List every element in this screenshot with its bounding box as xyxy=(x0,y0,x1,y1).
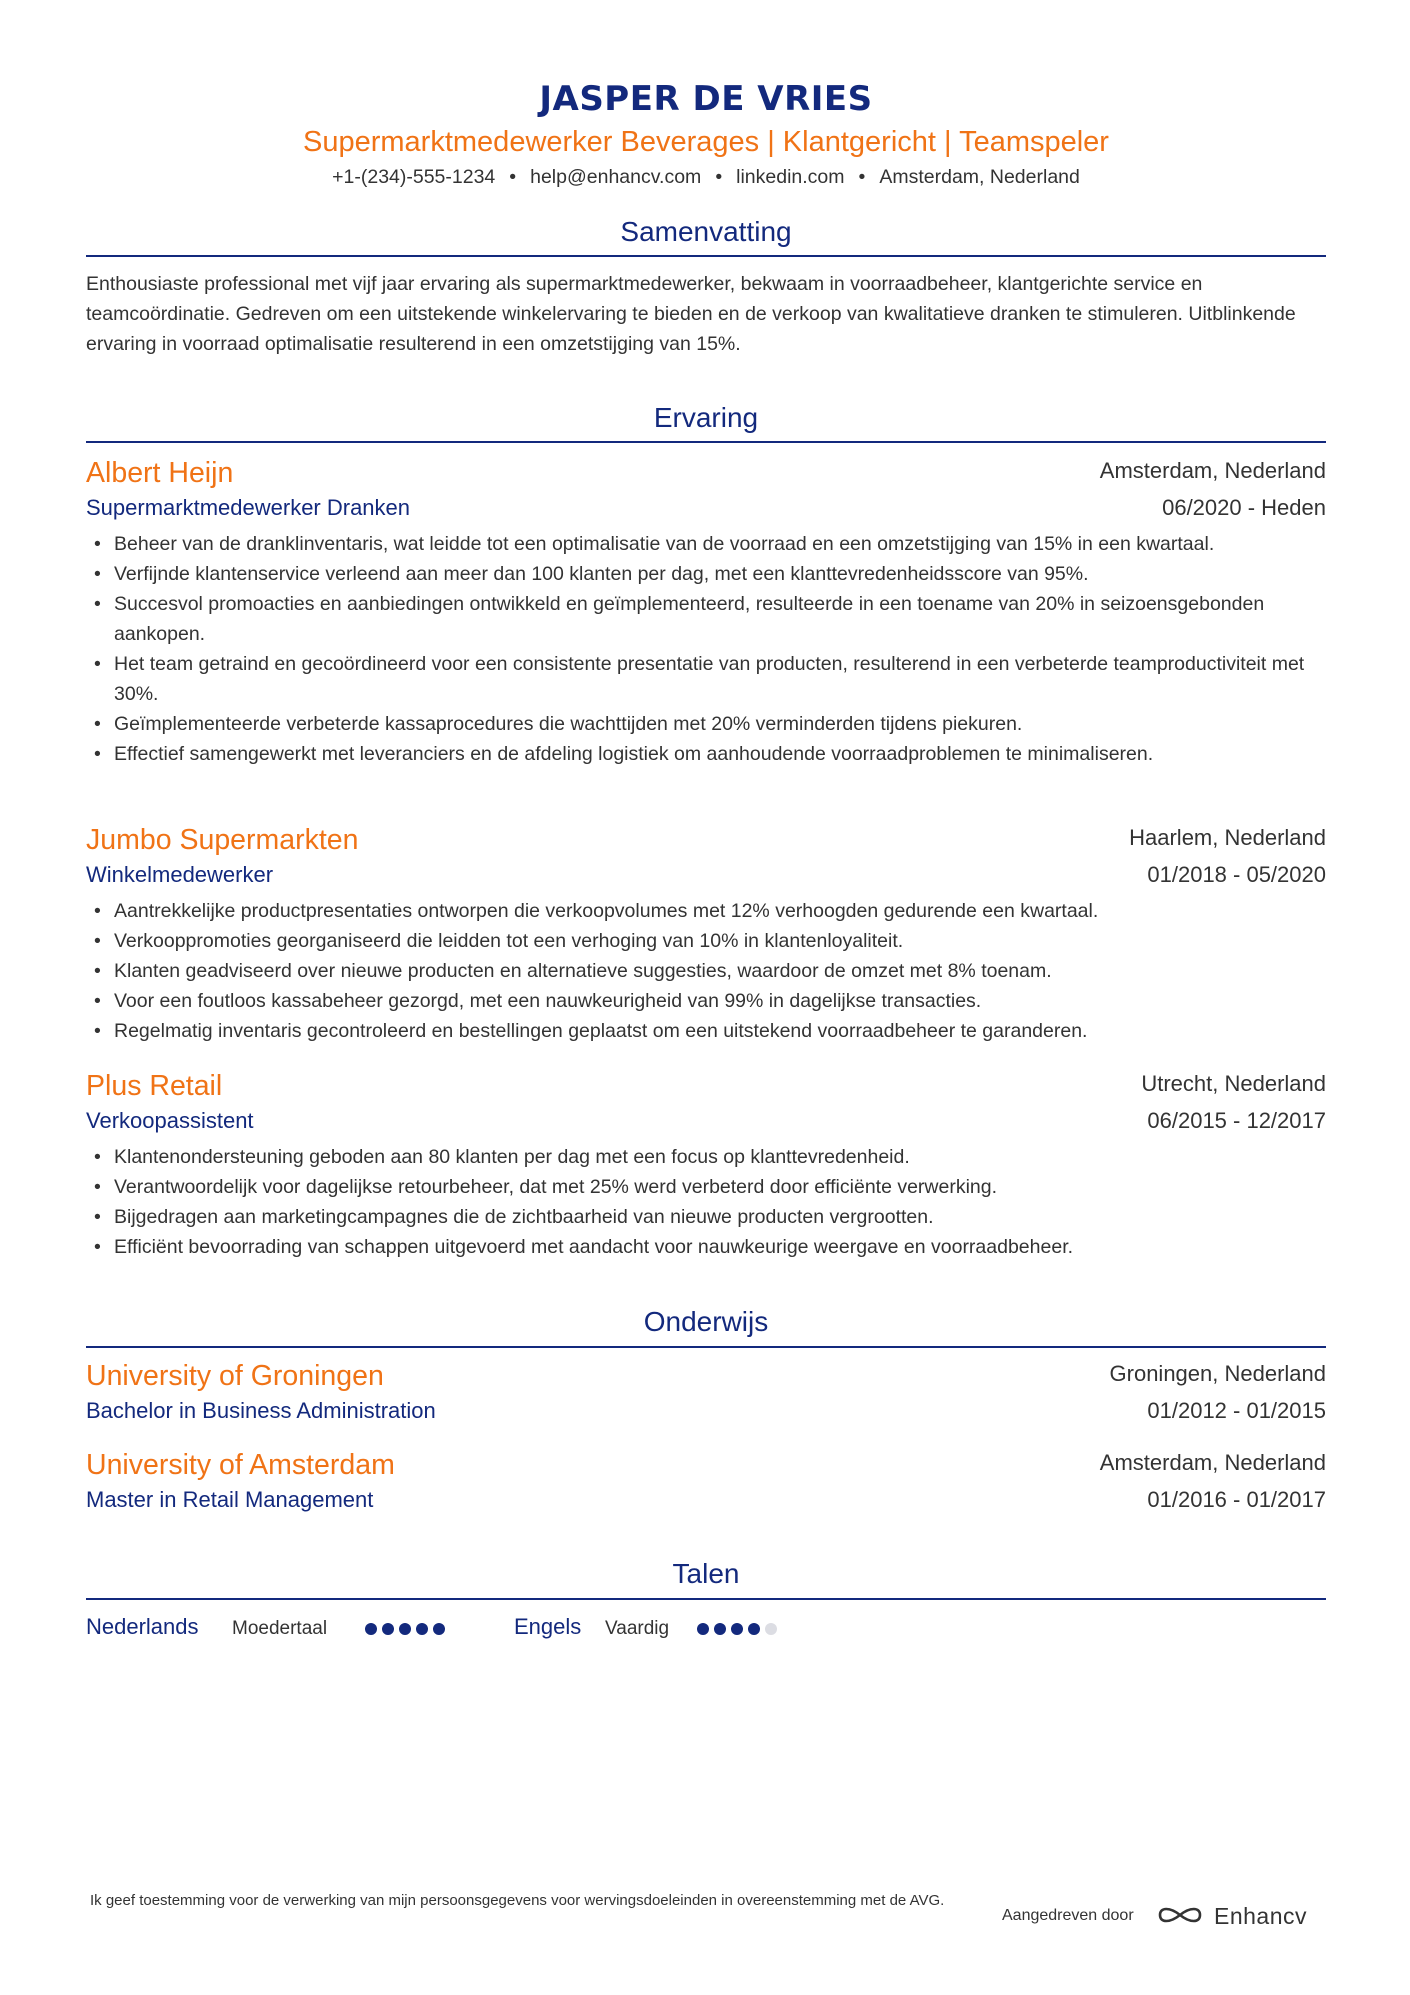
list-item: • Voor een foutloos kassabeheer gezorgd, met een nauwkeurigheid van 99% in dagelijkse transacties. xyxy=(86,986,1326,1016)
job-role: Verkoopassistent xyxy=(86,1108,254,1133)
list-item: • Het team getraind en gecoördineerd voor een consistente presentatie van producten, resulterend in een verbeterde teamproductiviteit met 30%. xyxy=(86,649,1326,709)
school-location: Groningen, Nederland xyxy=(1109,1361,1326,1386)
job-dates: 06/2015 - 12/2017 xyxy=(1147,1108,1326,1133)
section-divider xyxy=(86,441,1326,443)
experience-entry-header xyxy=(86,822,1326,887)
company-name: Jumbo Supermarkten xyxy=(86,824,359,856)
separator-dot: • xyxy=(715,166,723,188)
list-item: • Klanten geadviseerd over nieuwe producten en alternatieve suggesties, waardoor de omzet met 8% toenam. xyxy=(86,956,1326,986)
contact-linkedin[interactable]: linkedin.com xyxy=(736,166,845,188)
rating-dot-filled xyxy=(416,1623,428,1635)
experience-entry-header xyxy=(86,1068,1326,1133)
experience-entry-header xyxy=(86,455,1326,520)
company-name: Albert Heijn xyxy=(86,457,234,489)
separator-dot: • xyxy=(509,166,517,188)
rating-dot-filled xyxy=(697,1623,709,1635)
degree-name: Bachelor in Business Administration xyxy=(86,1398,436,1423)
section-title-summary: Samenvatting xyxy=(620,216,792,247)
language-name: Engels xyxy=(514,1614,582,1639)
language-item xyxy=(514,1610,914,1646)
education-dates: 01/2012 - 01/2015 xyxy=(1147,1398,1326,1423)
resume-header xyxy=(86,76,1326,192)
job-location: Utrecht, Nederland xyxy=(1141,1071,1326,1096)
contact-line xyxy=(86,162,1326,192)
language-rating xyxy=(697,1623,782,1636)
list-item: • Efficiënt bevoorrading van schappen uitgevoerd met aandacht voor nauwkeurige weergave en voorraadbeheer. xyxy=(86,1232,1326,1262)
section-divider xyxy=(86,1598,1326,1600)
section-title-education: Onderwijs xyxy=(643,1306,769,1337)
job-location: Amsterdam, Nederland xyxy=(1099,458,1326,483)
experience-bullets xyxy=(86,896,1326,1046)
list-item: • Verkooppromoties georganiseerd die leidden tot een verhoging van 10% in klantenloyaliteit. xyxy=(86,926,1326,956)
candidate-headline: Supermarktmedewerker Beverages | Klantgericht | Teamspeler xyxy=(303,126,1109,158)
school-name: University of Groningen xyxy=(86,1360,384,1392)
rating-dot-empty xyxy=(765,1623,777,1635)
separator-dot: • xyxy=(858,166,866,188)
rating-dot-filled xyxy=(399,1623,411,1635)
rating-dot-filled xyxy=(382,1623,394,1635)
contact-phone[interactable]: +1-(234)-555-1234 xyxy=(332,166,496,188)
language-rating xyxy=(365,1623,450,1636)
list-item: • Aantrekkelijke productpresentaties ontworpen die verkoopvolumes met 12% verhoogden gedurende een kwartaal. xyxy=(86,896,1326,926)
education-entry-header xyxy=(86,1358,1326,1423)
language-item xyxy=(86,1610,466,1646)
consent-note: Ik geef toestemming voor de verwerking van mijn persoonsgegevens voor wervingsdoeleinden in overeenstemming met de AVG. xyxy=(90,1892,945,1909)
education-entry-header xyxy=(86,1447,1326,1512)
section-title-experience: Ervaring xyxy=(653,402,759,433)
brand-name: Enhancv xyxy=(1214,1903,1308,1929)
contact-email[interactable]: help@enhancv.com xyxy=(530,166,702,188)
job-dates: 01/2018 - 05/2020 xyxy=(1147,862,1326,887)
list-item: • Verfijnde klantenservice verleend aan meer dan 100 klanten per dag, met een klanttevredenheidsscore van 95%. xyxy=(86,559,1326,589)
languages-row xyxy=(86,1610,1326,1646)
list-item: • Regelmatig inventaris gecontroleerd en bestellingen geplaatst om een uitstekend voorraadbeheer te garanderen. xyxy=(86,1016,1326,1046)
job-role: Supermarktmedewerker Dranken xyxy=(86,495,411,520)
school-name: University of Amsterdam xyxy=(86,1449,395,1481)
company-name: Plus Retail xyxy=(86,1070,223,1102)
powered-by-label: Aangedreven door xyxy=(1002,1907,1134,1924)
experience-bullets xyxy=(86,1142,1326,1262)
degree-name: Master in Retail Management xyxy=(86,1487,374,1512)
candidate-name: JASPER DE VRIES xyxy=(539,79,873,119)
job-role: Winkelmedewerker xyxy=(86,862,274,887)
job-location: Haarlem, Nederland xyxy=(1129,825,1326,850)
rating-dot-filled xyxy=(748,1623,760,1635)
rating-dot-filled xyxy=(433,1623,445,1635)
contact-location: Amsterdam, Nederland xyxy=(879,166,1080,188)
list-item: • Beheer van de dranklinventaris, wat leidde tot een optimalisatie van de voorraad en een omzetstijging van 15% in een kwartaal. xyxy=(86,529,1326,559)
rating-dot-filled xyxy=(731,1623,743,1635)
list-item: • Bijgedragen aan marketingcampagnes die de zichtbaarheid van nieuwe producten vergrootten. xyxy=(86,1202,1326,1232)
enhancv-logo-icon xyxy=(1156,1902,1204,1928)
list-item: • Effectief samengewerkt met leveranciers en de afdeling logistiek om aanhoudende voorraadproblemen te minimaliseren. xyxy=(86,739,1326,769)
language-name: Nederlands xyxy=(86,1614,199,1639)
section-divider xyxy=(86,255,1326,257)
language-level: Moedertaal xyxy=(232,1618,328,1639)
summary-text: Enthousiaste professional met vijf jaar ervaring als supermarktmedewerker, bekwaam in voorraadbeheer, klantgerichte service en teamcoördinatie. Gedreven om een uitstekende winkelervaring te bieden en de verkoop van kwalitatieve dranken te stimuleren. Uitblinkende ervaring in voorraad optimalisatie resulterend in een omzetstijging van 15%. xyxy=(86,273,1296,355)
list-item: • Succesvol promoacties en aanbiedingen ontwikkeld en geïmplementeerd, resulteerde in een toename van 20% in seizoensgebonden aankopen. xyxy=(86,589,1326,649)
rating-dot-filled xyxy=(365,1623,377,1635)
rating-dot-filled xyxy=(714,1623,726,1635)
list-item: • Klantenondersteuning geboden aan 80 klanten per dag met een focus op klanttevredenheid. xyxy=(86,1142,1326,1172)
job-dates: 06/2020 - Heden xyxy=(1162,495,1326,520)
section-title-languages: Talen xyxy=(672,1558,740,1589)
experience-bullets xyxy=(86,529,1326,769)
school-location: Amsterdam, Nederland xyxy=(1099,1450,1326,1475)
list-item: • Geïmplementeerde verbeterde kassaprocedures die wachttijden met 20% verminderden tijdens piekuren. xyxy=(86,709,1326,739)
language-level: Vaardig xyxy=(605,1618,670,1639)
section-divider xyxy=(86,1346,1326,1348)
list-item: • Verantwoordelijk voor dagelijkse retourbeheer, dat met 25% werd verbeterd door efficiënte verwerking. xyxy=(86,1172,1326,1202)
education-dates: 01/2016 - 01/2017 xyxy=(1147,1487,1326,1512)
